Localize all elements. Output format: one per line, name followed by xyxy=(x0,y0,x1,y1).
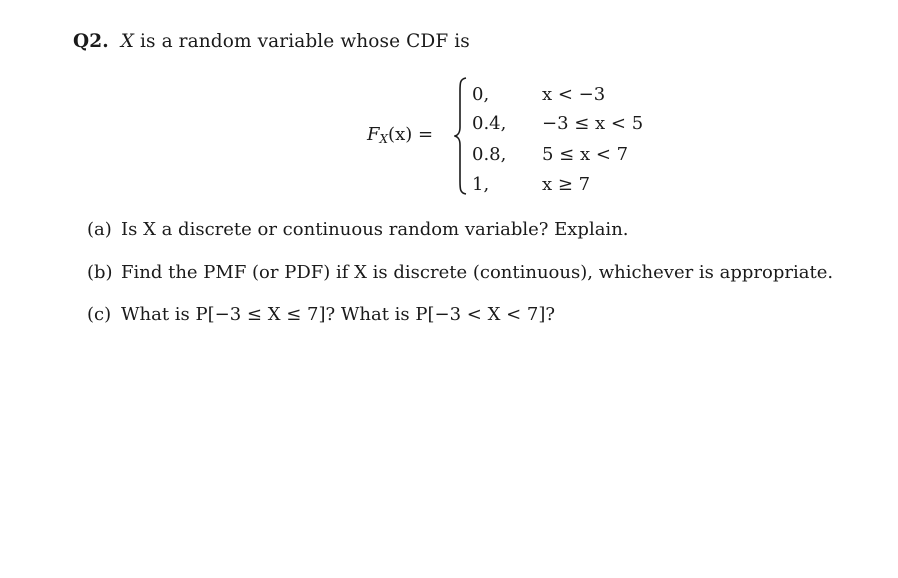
part-text: What is P[−3 ≤ X ≤ 7]? What is P[−3 < X < 7]? xyxy=(121,304,556,325)
part-label: (a) xyxy=(87,219,112,240)
case-value: 0, xyxy=(472,84,490,105)
question-variable: X xyxy=(120,31,134,52)
cdf-equation xyxy=(0,0,898,200)
part-a xyxy=(87,219,629,240)
cdf-function-symbol: F xyxy=(367,124,380,145)
case-value: 1, xyxy=(472,174,490,195)
cdf-argument: (x) = xyxy=(388,124,434,145)
case-condition: −3 ≤ x < 5 xyxy=(542,113,644,134)
case-condition: x < −3 xyxy=(542,84,606,105)
question-text: is a random variable whose CDF is xyxy=(134,31,470,52)
case-condition: 5 ≤ x < 7 xyxy=(542,144,629,165)
case-value: 0.4, xyxy=(472,113,507,134)
left-brace-icon xyxy=(454,77,468,195)
part-c xyxy=(87,304,555,325)
part-label: (b) xyxy=(87,262,113,283)
part-b xyxy=(87,262,833,283)
cdf-subscript: X xyxy=(379,132,389,146)
part-text: Is X a discrete or continuous random variable? Explain. xyxy=(121,219,629,240)
case-condition: x ≥ 7 xyxy=(542,174,591,195)
cdf-lhs xyxy=(367,124,433,146)
question-number: Q2. xyxy=(73,31,109,52)
part-text: Find the PMF (or PDF) if X is discrete (continuous), whichever is appropriate. xyxy=(121,262,834,283)
part-label: (c) xyxy=(87,304,112,325)
case-value: 0.8, xyxy=(472,144,507,165)
